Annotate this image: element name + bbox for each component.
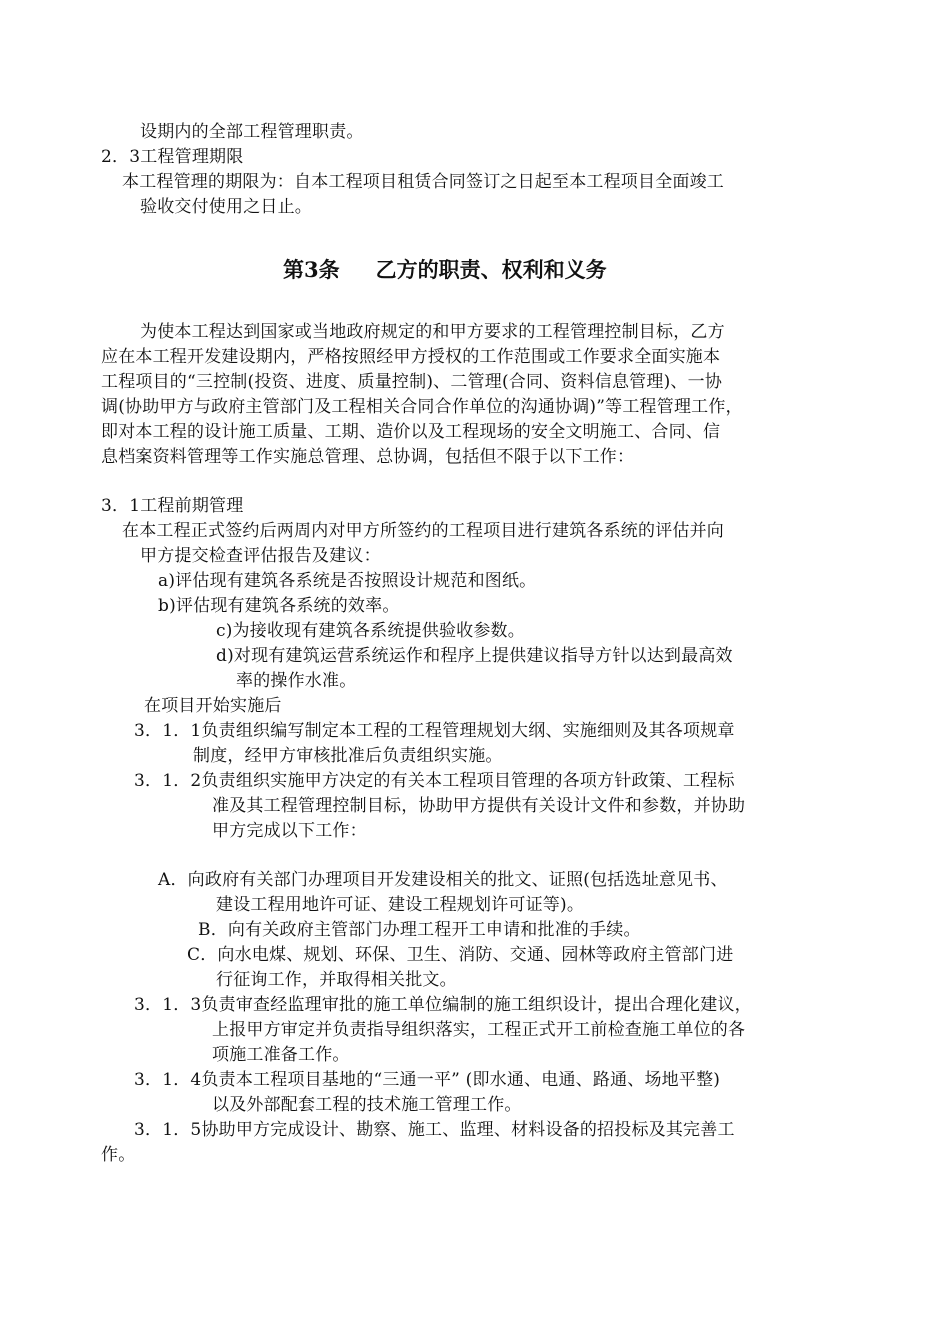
clause-continuation: 准及其工程管理控制目标，协助甲方提供有关设计文件和参数，并协助 (212, 796, 746, 816)
section-title-text: 乙方的职责、权利和义务 (375, 257, 607, 282)
clause-continuation: 项施工准备工作。 (212, 1045, 350, 1065)
list-item-continuation: 行征询工作，并取得相关批文。 (216, 970, 457, 990)
clause-item: 3．1．3负责审查经监理审批的施工单位编制的施工组织设计，提出合理化建议， (134, 995, 752, 1015)
paragraph-line: 调(协助甲方与政府主管部门及工程相关合同合作单位的沟通协调)”等工程管理工作， (101, 397, 743, 417)
subsection-heading: 2．3工程管理期限 (101, 147, 244, 167)
paragraph-line: 在本工程正式签约后两周内对甲方所签约的工程项目进行建筑各系统的评估并向 (122, 521, 724, 541)
paragraph-line: 应在本工程开发建设期内，严格按照经甲方授权的工作范围或工作要求全面实施本 (101, 347, 721, 367)
clause-item: 3．1．4负责本工程项目基地的“三通一平” (即水通、电通、路通、场地平整) (134, 1070, 721, 1090)
paragraph-line: 即对本工程的设计施工质量、工期、造价以及工程现场的安全文明施工、合同、信 (101, 422, 721, 442)
list-item: C．向水电煤、规划、环保、卫生、消防、交通、园林等政府主管部门进 (187, 945, 734, 965)
paragraph-line: 设期内的全部工程管理职责。 (140, 122, 364, 142)
subsection-heading: 3．1工程前期管理 (101, 496, 244, 516)
clause-continuation: 制度，经甲方审核批准后负责组织实施。 (193, 746, 503, 766)
clause-item: 3．1．2负责组织实施甲方决定的有关本工程项目管理的各项方针政策、工程标 (134, 771, 735, 791)
list-item-continuation: 建设工程用地许可证、建设工程规划许可证等)。 (216, 895, 585, 915)
paragraph-line: 工程项目的“三控制(投资、进度、质量控制)、二管理(合同、资料信息管理)、一协 (101, 372, 723, 392)
clause-continuation: 以及外部配套工程的技术施工管理工作。 (212, 1095, 522, 1115)
clause-continuation: 作。 (101, 1145, 136, 1165)
paragraph-line: 甲方提交检查评估报告及建议： (140, 546, 381, 566)
clause-item: 3．1．5协助甲方完成设计、勘察、施工、监理、材料设备的招投标及其完善工 (134, 1120, 735, 1140)
clause-item: 3．1．1负责组织编写制定本工程的工程管理规划大纲、实施细则及其各项规章 (134, 721, 735, 741)
paragraph-line: 本工程管理的期限为：自本工程项目租赁合同签订之日起至本工程项目全面竣工 (122, 172, 724, 192)
list-item: d)对现有建筑运营系统运作和程序上提供建议指导方针以达到最高效 (216, 646, 733, 666)
section-number: 第3条 (283, 257, 340, 282)
clause-continuation: 甲方完成以下工作： (212, 821, 367, 841)
clause-continuation: 上报甲方审定并负责指导组织落实，工程正式开工前检查施工单位的各 (212, 1020, 746, 1040)
list-item: b)评估现有建筑各系统的效率。 (158, 596, 400, 616)
list-item: B．向有关政府主管部门办理工程开工申请和批准的手续。 (198, 920, 641, 940)
list-item: a)评估现有建筑各系统是否按照设计规范和图纸。 (158, 571, 537, 591)
paragraph-line: 为使本工程达到国家或当地政府规定的和甲方要求的工程管理控制目标，乙方 (140, 322, 725, 342)
list-item: A．向政府有关部门办理项目开发建设相关的批文、证照(包括选址意见书、 (158, 870, 728, 890)
list-item: c)为接收现有建筑各系统提供验收参数。 (216, 621, 525, 641)
paragraph-line: 息档案资料管理等工作实施总管理、总协调，包括但不限于以下工作： (101, 447, 635, 467)
paragraph-line: 验收交付使用之日止。 (140, 197, 312, 217)
list-item-continuation: 率的操作水准。 (236, 671, 357, 691)
paragraph-line: 在项目开始实施后 (144, 696, 282, 716)
section-title (283, 256, 607, 284)
